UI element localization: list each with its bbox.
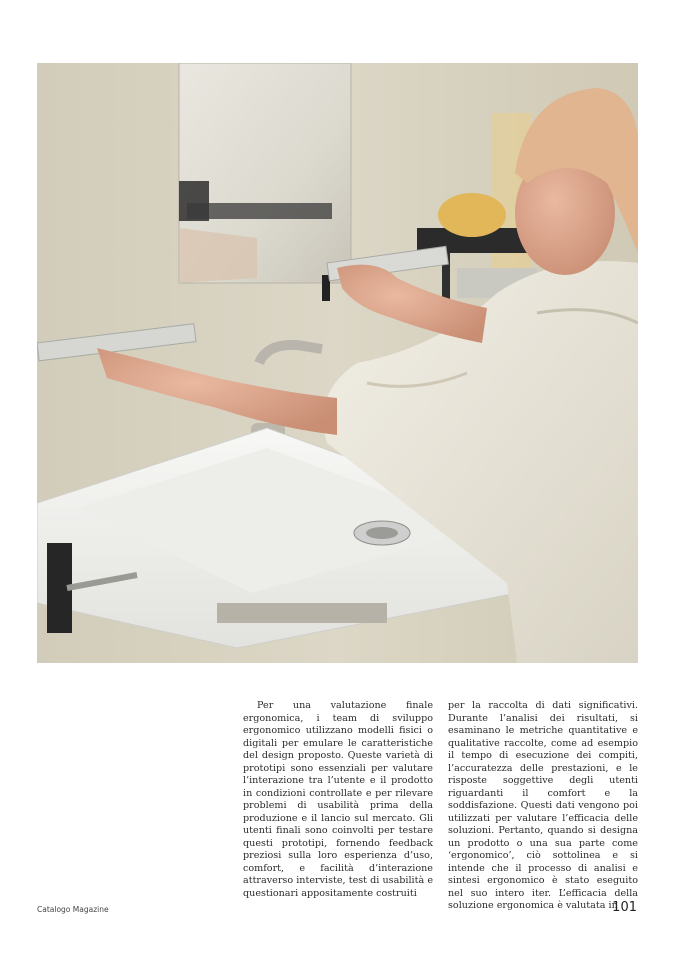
article-column-1: Per una valutazione finale ergonomica, i team di sviluppo ergonomico utilizzano modelli fisici o digitali per emulare le caratteristiche del design proposto. Queste varietà di prototipi sono essenziali per valutare l’interazione tra l’utente e il prodotto in condizioni controllate e per rilevare problemi di usabilità prima della produzione e il lancio sul mercato. Gli utenti finali sono coinvolti per testare questi prototipi, fornendo feedback preziosi sulla loro esperienza d’uso, comfort, e facilità d’interazione attraverso interviste, test di usabilità e questionari appositamente costruiti — [243, 700, 433, 899]
bathroom-photo — [37, 63, 638, 663]
photo-illustration — [37, 63, 638, 663]
magazine-name: Catalogo Magazine — [37, 905, 109, 914]
page-number: 101 — [612, 900, 637, 915]
article-column-2: per la raccolta di dati significativi. Durante l’analisi dei risultati, si esaminano le metriche quantitative e qualitative raccolte, come ad esempio il tempo di esecuzione dei compiti, l’accuratezza delle prestazioni, e le risposte soggettive degli utenti riguardanti il comfort e la soddisfazione. Questi dati vengono poi utilizzati per valutare l’efficacia delle soluzioni. Pertanto, quando si designa un prodotto o una sua parte come ‘ergonomico’, ciò sottolinea e si intende che il processo di analisi e sintesi ergonomico è stato eseguito nel suo intero iter. L’efficacia della soluzione ergonomica è valutata in — [448, 700, 638, 911]
